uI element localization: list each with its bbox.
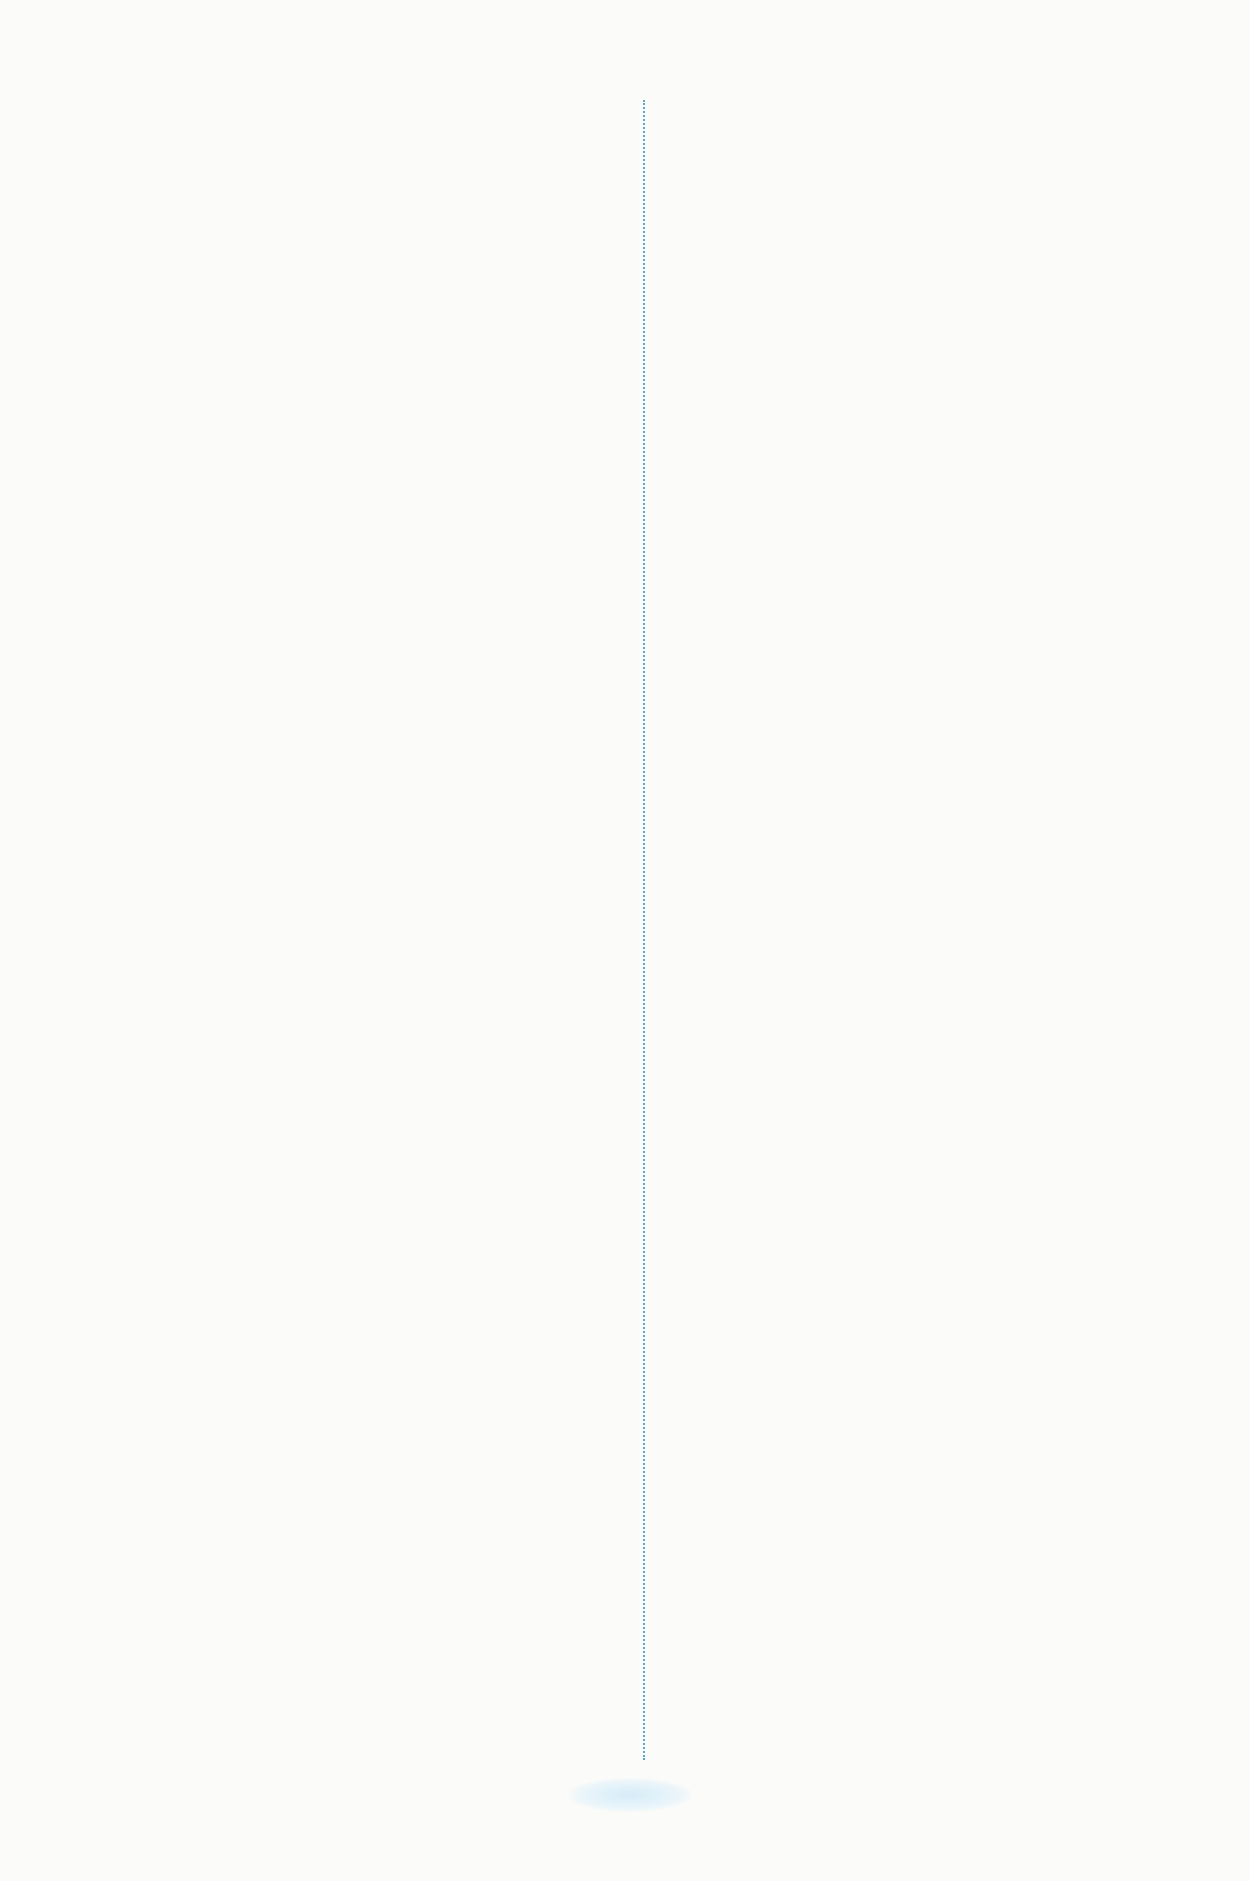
page-number: [600, 1774, 660, 1814]
column-divider: [643, 100, 645, 1760]
